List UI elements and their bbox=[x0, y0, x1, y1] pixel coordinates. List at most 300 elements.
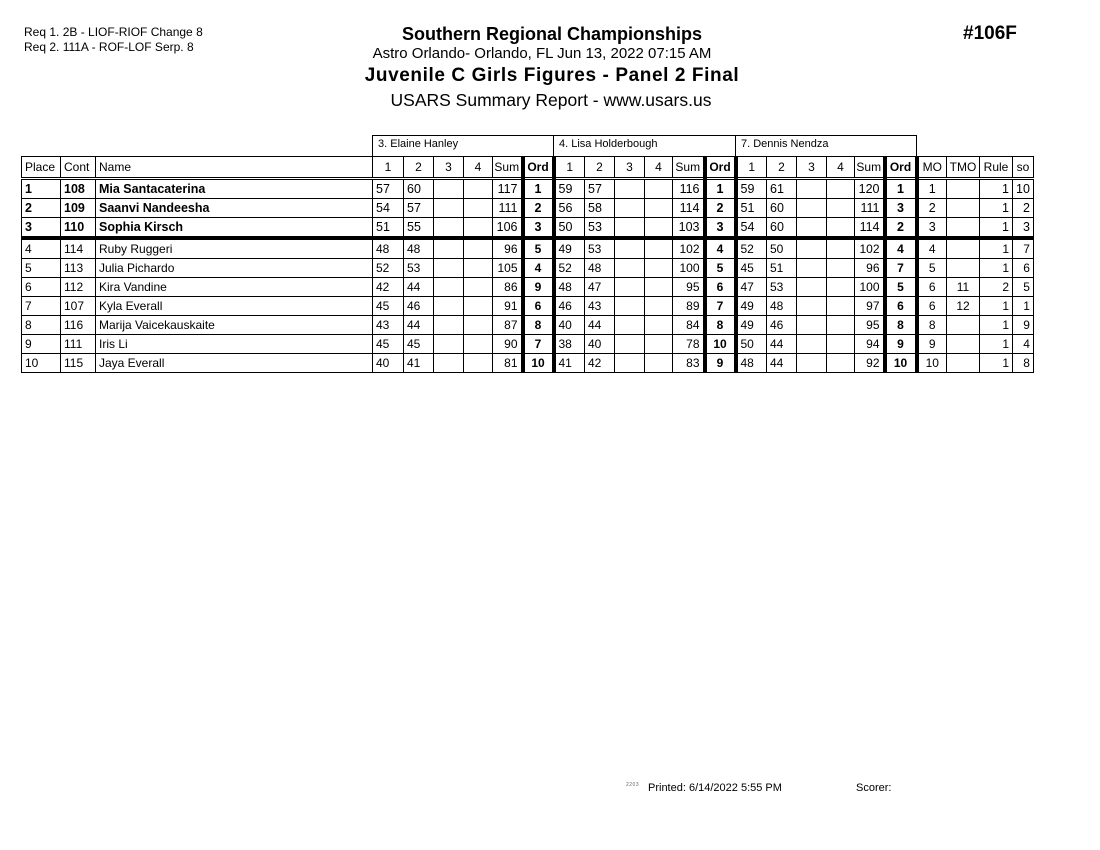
skating-order: 5 bbox=[1013, 278, 1034, 297]
judge-2-score-3 bbox=[615, 259, 645, 278]
requirement-2: Req 2. 111A - ROF-LOF Serp. 8 bbox=[24, 40, 194, 54]
judge-3-score-1: 45 bbox=[736, 259, 767, 278]
judge-1-ordinal: 8 bbox=[523, 316, 554, 335]
judge-name: 4. Lisa Holderbough bbox=[554, 136, 736, 157]
skating-order: 7 bbox=[1013, 238, 1034, 259]
total-majority-ordinal: 11 bbox=[947, 278, 980, 297]
skater-name: Iris Li bbox=[96, 335, 373, 354]
rule: 1 bbox=[980, 297, 1013, 316]
judge-2-score-4 bbox=[645, 179, 673, 199]
col-tmo: TMO bbox=[947, 157, 980, 179]
judge-3-score-4 bbox=[827, 297, 855, 316]
judge-1-score-3 bbox=[434, 179, 464, 199]
majority-ordinal: 9 bbox=[917, 335, 947, 354]
judge-1-score-4 bbox=[464, 335, 493, 354]
majority-ordinal: 8 bbox=[917, 316, 947, 335]
judge-2-score-4 bbox=[645, 297, 673, 316]
place: 6 bbox=[22, 278, 61, 297]
judge-3-score-3 bbox=[797, 335, 827, 354]
judge-1-score-3 bbox=[434, 238, 464, 259]
rule: 1 bbox=[980, 316, 1013, 335]
judge-3-score-1: 54 bbox=[736, 218, 767, 239]
judge-3-score-2: 61 bbox=[767, 179, 797, 199]
judge-3-score-4 bbox=[827, 199, 855, 218]
judge-3-ordinal: 9 bbox=[885, 335, 917, 354]
contestant-number: 109 bbox=[61, 199, 96, 218]
place: 4 bbox=[22, 238, 61, 259]
rule: 1 bbox=[980, 179, 1013, 199]
judge-3-ordinal: 2 bbox=[885, 218, 917, 239]
judge-2-score-2: 57 bbox=[585, 179, 615, 199]
judge-1-score-1: 40 bbox=[373, 354, 404, 373]
judge-3-score-sum: 96 bbox=[855, 259, 885, 278]
judge-3-ordinal: 8 bbox=[885, 316, 917, 335]
judge-1-score-1: 54 bbox=[373, 199, 404, 218]
majority-ordinal: 10 bbox=[917, 354, 947, 373]
judge-3-ordinal: 3 bbox=[885, 199, 917, 218]
judge-1-ordinal: 6 bbox=[523, 297, 554, 316]
judge-2-score-3 bbox=[615, 199, 645, 218]
skating-order: 9 bbox=[1013, 316, 1034, 335]
col-judge-3-2: 2 bbox=[767, 157, 797, 179]
total-majority-ordinal bbox=[947, 316, 980, 335]
place: 3 bbox=[22, 218, 61, 239]
judge-2-score-4 bbox=[645, 278, 673, 297]
col-mo: MO bbox=[917, 157, 947, 179]
judge-1-score-sum: 90 bbox=[493, 335, 523, 354]
judge-1-score-3 bbox=[434, 354, 464, 373]
col-judge-1-sum: Sum bbox=[493, 157, 523, 179]
judge-1-score-2: 48 bbox=[404, 238, 434, 259]
judge-2-ordinal: 3 bbox=[705, 218, 736, 239]
judge-2-score-2: 44 bbox=[585, 316, 615, 335]
judge-3-score-3 bbox=[797, 297, 827, 316]
judge-1-score-4 bbox=[464, 259, 493, 278]
col-judge-2-ord: Ord bbox=[705, 157, 736, 179]
place: 7 bbox=[22, 297, 61, 316]
col-judge-2-3: 3 bbox=[615, 157, 645, 179]
judge-3-score-2: 48 bbox=[767, 297, 797, 316]
majority-ordinal: 3 bbox=[917, 218, 947, 239]
skater-name: Marija Vaicekauskaite bbox=[96, 316, 373, 335]
judge-2-score-3 bbox=[615, 238, 645, 259]
judge-3-score-3 bbox=[797, 259, 827, 278]
place: 5 bbox=[22, 259, 61, 278]
skating-order: 1 bbox=[1013, 297, 1034, 316]
table-row bbox=[22, 199, 1034, 218]
skating-order: 2 bbox=[1013, 199, 1034, 218]
majority-ordinal: 5 bbox=[917, 259, 947, 278]
judge-2-score-sum: 114 bbox=[673, 199, 705, 218]
judge-1-score-3 bbox=[434, 278, 464, 297]
contestant-number: 111 bbox=[61, 335, 96, 354]
judge-2-score-1: 56 bbox=[554, 199, 585, 218]
judge-1-score-4 bbox=[464, 199, 493, 218]
judge-3-score-4 bbox=[827, 335, 855, 354]
majority-ordinal: 1 bbox=[917, 179, 947, 199]
judge-1-score-sum: 96 bbox=[493, 238, 523, 259]
majority-ordinal: 2 bbox=[917, 199, 947, 218]
contestant-number: 107 bbox=[61, 297, 96, 316]
judge-1-score-4 bbox=[464, 179, 493, 199]
judge-3-score-4 bbox=[827, 354, 855, 373]
skater-name: Saanvi Nandeesha bbox=[96, 199, 373, 218]
total-majority-ordinal bbox=[947, 354, 980, 373]
col-judge-3-1: 1 bbox=[736, 157, 767, 179]
rule: 2 bbox=[980, 278, 1013, 297]
rule: 1 bbox=[980, 238, 1013, 259]
report-title: USARS Summary Report - www.usars.us bbox=[390, 90, 712, 110]
judge-2-score-3 bbox=[615, 218, 645, 239]
judge-2-score-1: 50 bbox=[554, 218, 585, 239]
place: 9 bbox=[22, 335, 61, 354]
judge-3-score-sum: 114 bbox=[855, 218, 885, 239]
table-row bbox=[22, 335, 1034, 354]
majority-ordinal: 6 bbox=[917, 297, 947, 316]
judge-1-ordinal: 9 bbox=[523, 278, 554, 297]
judge-2-score-3 bbox=[615, 354, 645, 373]
judge-3-ordinal: 1 bbox=[885, 179, 917, 199]
judge-1-score-sum: 86 bbox=[493, 278, 523, 297]
event-number: #106F bbox=[963, 23, 1017, 44]
printed-timestamp: Printed: 6/14/2022 5:55 PM bbox=[648, 782, 782, 794]
event-title: Juvenile C Girls Figures - Panel 2 Final bbox=[364, 65, 740, 86]
judge-1-score-sum: 117 bbox=[493, 179, 523, 199]
majority-ordinal: 4 bbox=[917, 238, 947, 259]
judge-1-score-sum: 91 bbox=[493, 297, 523, 316]
judge-1-score-sum: 81 bbox=[493, 354, 523, 373]
judge-3-score-2: 46 bbox=[767, 316, 797, 335]
judge-2-score-sum: 116 bbox=[673, 179, 705, 199]
judge-1-score-3 bbox=[434, 218, 464, 239]
judge-2-score-sum: 78 bbox=[673, 335, 705, 354]
rule: 1 bbox=[980, 199, 1013, 218]
judge-3-score-3 bbox=[797, 218, 827, 239]
judge-2-score-2: 48 bbox=[585, 259, 615, 278]
judge-1-score-1: 45 bbox=[373, 335, 404, 354]
judge-2-score-4 bbox=[645, 354, 673, 373]
judge-2-ordinal: 4 bbox=[705, 238, 736, 259]
judge-1-score-sum: 106 bbox=[493, 218, 523, 239]
judge-2-score-4 bbox=[645, 199, 673, 218]
judge-3-score-sum: 102 bbox=[855, 238, 885, 259]
judge-1-score-sum: 111 bbox=[493, 199, 523, 218]
table-row bbox=[22, 316, 1034, 335]
skater-name: Mia Santacaterina bbox=[96, 179, 373, 199]
skater-name: Kira Vandine bbox=[96, 278, 373, 297]
col-place: Place bbox=[22, 157, 61, 179]
judge-3-score-1: 51 bbox=[736, 199, 767, 218]
judge-2-score-1: 48 bbox=[554, 278, 585, 297]
judge-1-score-2: 60 bbox=[404, 179, 434, 199]
competition-title: Southern Regional Championships bbox=[401, 24, 702, 44]
judge-1-score-3 bbox=[434, 199, 464, 218]
judge-1-score-1: 42 bbox=[373, 278, 404, 297]
judge-2-score-2: 40 bbox=[585, 335, 615, 354]
judge-1-score-3 bbox=[434, 316, 464, 335]
table-row bbox=[22, 218, 1034, 239]
judge-2-score-sum: 100 bbox=[673, 259, 705, 278]
judge-3-score-1: 48 bbox=[736, 354, 767, 373]
judge-1-score-3 bbox=[434, 297, 464, 316]
judge-2-ordinal: 9 bbox=[705, 354, 736, 373]
judge-2-score-2: 53 bbox=[585, 238, 615, 259]
judge-2-score-sum: 103 bbox=[673, 218, 705, 239]
col-judge-1-ord: Ord bbox=[523, 157, 554, 179]
contestant-number: 115 bbox=[61, 354, 96, 373]
judge-1-ordinal: 1 bbox=[523, 179, 554, 199]
col-cont: Cont bbox=[61, 157, 96, 179]
judge-2-ordinal: 2 bbox=[705, 199, 736, 218]
judge-2-ordinal: 10 bbox=[705, 335, 736, 354]
judge-2-score-sum: 84 bbox=[673, 316, 705, 335]
skating-order: 10 bbox=[1013, 179, 1034, 199]
judge-3-ordinal: 5 bbox=[885, 278, 917, 297]
judge-1-ordinal: 2 bbox=[523, 199, 554, 218]
judge-3-score-sum: 97 bbox=[855, 297, 885, 316]
skating-order: 8 bbox=[1013, 354, 1034, 373]
table-row bbox=[22, 278, 1034, 297]
judge-1-score-3 bbox=[434, 259, 464, 278]
judge-3-ordinal: 4 bbox=[885, 238, 917, 259]
judge-2-score-4 bbox=[645, 316, 673, 335]
judge-1-score-4 bbox=[464, 278, 493, 297]
scorer-label: Scorer: bbox=[856, 782, 892, 794]
judge-2-score-1: 49 bbox=[554, 238, 585, 259]
judge-2-score-2: 53 bbox=[585, 218, 615, 239]
judge-1-score-4 bbox=[464, 238, 493, 259]
judge-1-score-2: 45 bbox=[404, 335, 434, 354]
judge-3-score-1: 50 bbox=[736, 335, 767, 354]
rule: 1 bbox=[980, 354, 1013, 373]
col-judge-2-1: 1 bbox=[554, 157, 585, 179]
judge-2-score-1: 41 bbox=[554, 354, 585, 373]
judge-3-score-1: 47 bbox=[736, 278, 767, 297]
total-majority-ordinal bbox=[947, 218, 980, 239]
skater-name: Sophia Kirsch bbox=[96, 218, 373, 239]
judge-1-score-2: 53 bbox=[404, 259, 434, 278]
judge-3-score-2: 60 bbox=[767, 218, 797, 239]
col-rule: Rule bbox=[980, 157, 1013, 179]
col-judge-3-sum: Sum bbox=[855, 157, 885, 179]
rule: 1 bbox=[980, 335, 1013, 354]
col-judge-1-3: 3 bbox=[434, 157, 464, 179]
judge-1-score-4 bbox=[464, 316, 493, 335]
judge-2-ordinal: 5 bbox=[705, 259, 736, 278]
skating-order: 6 bbox=[1013, 259, 1034, 278]
judge-2-score-2: 42 bbox=[585, 354, 615, 373]
col-judge-2-4: 4 bbox=[645, 157, 673, 179]
contestant-number: 110 bbox=[61, 218, 96, 239]
table-row bbox=[22, 259, 1034, 278]
judge-1-score-2: 46 bbox=[404, 297, 434, 316]
contestant-number: 113 bbox=[61, 259, 96, 278]
judge-2-score-2: 47 bbox=[585, 278, 615, 297]
judge-3-score-1: 49 bbox=[736, 316, 767, 335]
judge-2-score-1: 38 bbox=[554, 335, 585, 354]
judges-header-row bbox=[22, 136, 1034, 157]
place: 2 bbox=[22, 199, 61, 218]
judge-1-score-2: 57 bbox=[404, 199, 434, 218]
skater-name: Kyla Everall bbox=[96, 297, 373, 316]
judge-1-ordinal: 3 bbox=[523, 218, 554, 239]
col-judge-2-2: 2 bbox=[585, 157, 615, 179]
judge-3-ordinal: 7 bbox=[885, 259, 917, 278]
judge-3-score-4 bbox=[827, 179, 855, 199]
place: 10 bbox=[22, 354, 61, 373]
judge-2-score-3 bbox=[615, 297, 645, 316]
column-header-row bbox=[22, 157, 1034, 179]
footer-code: 2203 bbox=[626, 782, 640, 788]
place: 1 bbox=[22, 179, 61, 199]
judge-2-score-2: 43 bbox=[585, 297, 615, 316]
judge-3-score-3 bbox=[797, 354, 827, 373]
col-so: so bbox=[1013, 157, 1034, 179]
judge-3-score-2: 51 bbox=[767, 259, 797, 278]
contestant-number: 114 bbox=[61, 238, 96, 259]
judge-1-ordinal: 7 bbox=[523, 335, 554, 354]
judge-3-score-3 bbox=[797, 179, 827, 199]
contestant-number: 112 bbox=[61, 278, 96, 297]
judge-3-score-2: 50 bbox=[767, 238, 797, 259]
total-majority-ordinal bbox=[947, 335, 980, 354]
skating-order: 3 bbox=[1013, 218, 1034, 239]
judge-3-score-4 bbox=[827, 259, 855, 278]
judge-3-score-3 bbox=[797, 278, 827, 297]
judge-1-score-1: 52 bbox=[373, 259, 404, 278]
table-row bbox=[22, 297, 1034, 316]
judge-1-ordinal: 10 bbox=[523, 354, 554, 373]
judge-2-ordinal: 6 bbox=[705, 278, 736, 297]
rule: 1 bbox=[980, 259, 1013, 278]
skater-name: Jaya Everall bbox=[96, 354, 373, 373]
judge-3-ordinal: 6 bbox=[885, 297, 917, 316]
majority-ordinal: 6 bbox=[917, 278, 947, 297]
total-majority-ordinal bbox=[947, 179, 980, 199]
judge-1-score-2: 44 bbox=[404, 278, 434, 297]
judge-3-score-3 bbox=[797, 316, 827, 335]
table-row bbox=[22, 179, 1034, 199]
judge-2-score-4 bbox=[645, 218, 673, 239]
judge-1-ordinal: 4 bbox=[523, 259, 554, 278]
judge-3-score-sum: 120 bbox=[855, 179, 885, 199]
total-majority-ordinal: 12 bbox=[947, 297, 980, 316]
judge-3-ordinal: 10 bbox=[885, 354, 917, 373]
judge-1-score-sum: 87 bbox=[493, 316, 523, 335]
judge-3-score-2: 60 bbox=[767, 199, 797, 218]
judge-3-score-1: 59 bbox=[736, 179, 767, 199]
col-judge-3-3: 3 bbox=[797, 157, 827, 179]
judge-3-score-1: 49 bbox=[736, 297, 767, 316]
judge-1-score-1: 48 bbox=[373, 238, 404, 259]
col-judge-1-2: 2 bbox=[404, 157, 434, 179]
contestant-number: 116 bbox=[61, 316, 96, 335]
total-majority-ordinal bbox=[947, 259, 980, 278]
judge-3-score-4 bbox=[827, 238, 855, 259]
judge-1-score-1: 57 bbox=[373, 179, 404, 199]
judge-3-score-4 bbox=[827, 218, 855, 239]
judge-2-score-3 bbox=[615, 335, 645, 354]
judge-1-score-3 bbox=[434, 335, 464, 354]
judge-3-score-4 bbox=[827, 316, 855, 335]
judge-3-score-sum: 111 bbox=[855, 199, 885, 218]
judge-3-score-sum: 95 bbox=[855, 316, 885, 335]
judge-3-score-4 bbox=[827, 278, 855, 297]
judge-2-score-sum: 95 bbox=[673, 278, 705, 297]
judge-2-score-1: 59 bbox=[554, 179, 585, 199]
judge-1-score-4 bbox=[464, 218, 493, 239]
venue-date: Astro Orlando- Orlando, FL Jun 13, 2022 07:15 AM bbox=[372, 45, 712, 62]
judge-2-score-4 bbox=[645, 335, 673, 354]
judge-3-score-2: 44 bbox=[767, 335, 797, 354]
judge-2-score-3 bbox=[615, 316, 645, 335]
skater-name: Ruby Ruggeri bbox=[96, 238, 373, 259]
judge-1-ordinal: 5 bbox=[523, 238, 554, 259]
judge-1-score-4 bbox=[464, 354, 493, 373]
judge-2-score-4 bbox=[645, 238, 673, 259]
judge-2-score-1: 46 bbox=[554, 297, 585, 316]
judge-1-score-2: 55 bbox=[404, 218, 434, 239]
total-majority-ordinal bbox=[947, 238, 980, 259]
judge-3-score-1: 52 bbox=[736, 238, 767, 259]
judge-1-score-1: 45 bbox=[373, 297, 404, 316]
judge-3-score-2: 53 bbox=[767, 278, 797, 297]
judge-2-score-1: 40 bbox=[554, 316, 585, 335]
judge-2-score-sum: 83 bbox=[673, 354, 705, 373]
judge-1-score-1: 43 bbox=[373, 316, 404, 335]
judge-2-ordinal: 8 bbox=[705, 316, 736, 335]
judge-2-score-3 bbox=[615, 278, 645, 297]
judge-2-score-sum: 102 bbox=[673, 238, 705, 259]
col-judge-1-4: 4 bbox=[464, 157, 493, 179]
skating-order: 4 bbox=[1013, 335, 1034, 354]
judge-1-score-4 bbox=[464, 297, 493, 316]
judge-1-score-sum: 105 bbox=[493, 259, 523, 278]
place: 8 bbox=[22, 316, 61, 335]
judge-2-score-2: 58 bbox=[585, 199, 615, 218]
col-judge-2-sum: Sum bbox=[673, 157, 705, 179]
skater-name: Julia Pichardo bbox=[96, 259, 373, 278]
judge-1-score-1: 51 bbox=[373, 218, 404, 239]
judge-2-score-4 bbox=[645, 259, 673, 278]
total-majority-ordinal bbox=[947, 199, 980, 218]
contestant-number: 108 bbox=[61, 179, 96, 199]
table-row bbox=[22, 354, 1034, 373]
judge-1-score-2: 41 bbox=[404, 354, 434, 373]
col-judge-3-4: 4 bbox=[827, 157, 855, 179]
col-judge-3-ord: Ord bbox=[885, 157, 917, 179]
judge-3-score-3 bbox=[797, 238, 827, 259]
judge-2-score-1: 52 bbox=[554, 259, 585, 278]
col-name: Name bbox=[96, 157, 373, 179]
judge-3-score-3 bbox=[797, 199, 827, 218]
judge-name: 7. Dennis Nendza bbox=[736, 136, 917, 157]
judge-3-score-sum: 92 bbox=[855, 354, 885, 373]
table-row bbox=[22, 238, 1034, 259]
judge-2-score-3 bbox=[615, 179, 645, 199]
judge-3-score-sum: 100 bbox=[855, 278, 885, 297]
judge-1-score-2: 44 bbox=[404, 316, 434, 335]
judge-2-score-sum: 89 bbox=[673, 297, 705, 316]
judge-2-ordinal: 1 bbox=[705, 179, 736, 199]
rule: 1 bbox=[980, 218, 1013, 239]
requirement-1: Req 1. 2B - LIOF-RIOF Change 8 bbox=[24, 25, 203, 39]
judge-name: 3. Elaine Hanley bbox=[373, 136, 554, 157]
col-judge-1-1: 1 bbox=[373, 157, 404, 179]
results-table bbox=[21, 135, 1034, 373]
judge-2-ordinal: 7 bbox=[705, 297, 736, 316]
judge-3-score-2: 44 bbox=[767, 354, 797, 373]
